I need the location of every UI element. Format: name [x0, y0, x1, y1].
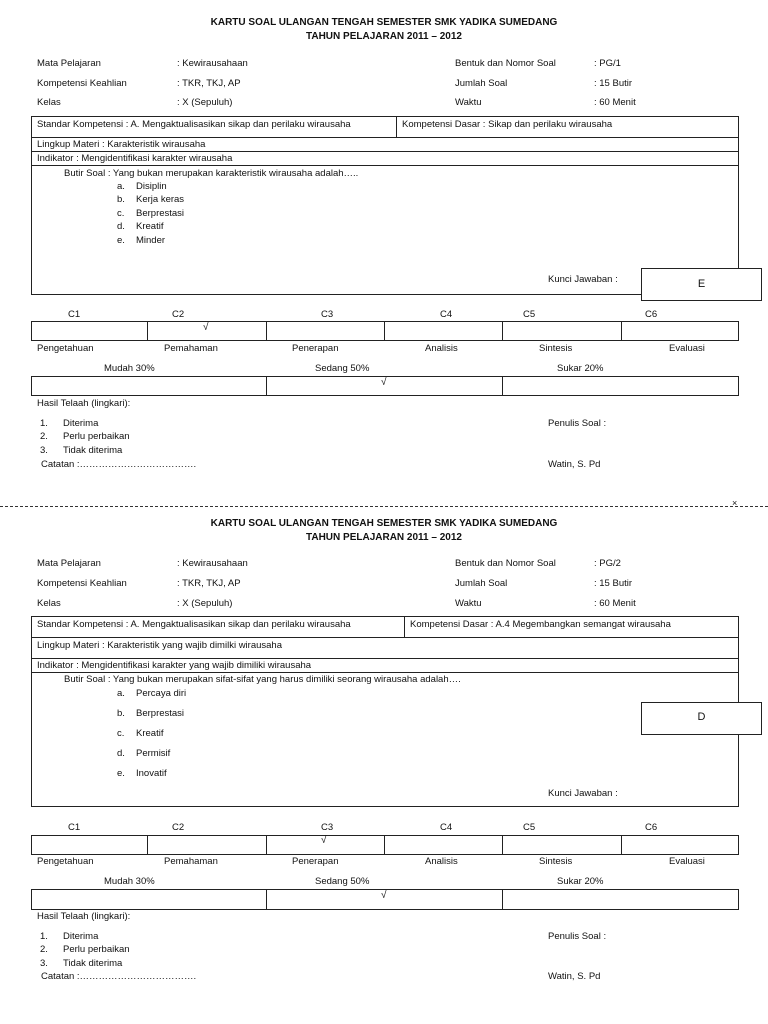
kompetensi-keahlian-label: Kompetensi Keahlian [37, 78, 127, 89]
level-label: C4 [440, 822, 453, 833]
jumlah-label: Jumlah Soal [455, 78, 508, 89]
level-label: C1 [68, 822, 81, 833]
jumlah-value: : 15 Butir [594, 78, 633, 89]
catatan: Catatan :………………………………. [41, 971, 197, 982]
telaah-num: 1. [40, 931, 48, 942]
jumlah-value: : 15 Butir [594, 578, 633, 589]
option-letter: d. [117, 748, 125, 759]
butir-soal: Butir Soal : Yang bukan merupakan karakteristik wirausaha adalah….. [64, 168, 359, 179]
kelas-value: : X (Sepuluh) [177, 97, 233, 108]
difficulty-check-mark: √ [381, 377, 387, 388]
indikator: Indikator : Mengidentifikasi karakter wirausaha [37, 153, 233, 164]
bentuk-label: Bentuk dan Nomor Soal [455, 58, 556, 69]
option-text: Minder [136, 235, 166, 246]
telaah-num: 2. [40, 944, 48, 955]
penulis-soal-label: Penulis Soal : [548, 931, 607, 942]
telaah-option: Diterima [63, 418, 99, 429]
mapel-label: Mata Pelajaran [37, 558, 101, 569]
telaah-num: 2. [40, 431, 48, 442]
level-name: Analisis [425, 856, 458, 867]
hasil-telaah-label: Hasil Telaah (lingkari): [37, 911, 131, 922]
bentuk-label: Bentuk dan Nomor Soal [455, 558, 556, 569]
level-label: C2 [172, 309, 185, 320]
bentuk-value: : PG/2 [594, 558, 621, 569]
level-name: Pemahaman [164, 343, 218, 354]
level-check-mark: √ [203, 322, 209, 333]
level-label: C5 [523, 309, 536, 320]
option-text: Berprestasi [136, 708, 185, 719]
lingkup-materi: Lingkup Materi : Karakteristik yang wajib dimilki wirausaha [37, 640, 282, 651]
level-label: C5 [523, 822, 536, 833]
level-grid [31, 835, 739, 855]
telaah-num: 1. [40, 418, 48, 429]
telaah-option: Tidak diterima [63, 958, 123, 969]
option-text: Kreatif [136, 728, 164, 739]
mapel-value: : Kewirausahaan [177, 58, 248, 69]
jumlah-label: Jumlah Soal [455, 578, 508, 589]
option-text: Kerja keras [136, 194, 185, 205]
difficulty-label: Sedang 50% [315, 363, 370, 374]
level-label: C3 [321, 309, 334, 320]
level-name: Pemahaman [164, 856, 218, 867]
cut-line [0, 506, 768, 507]
option-letter: c. [117, 208, 125, 219]
mapel-label: Mata Pelajaran [37, 58, 101, 69]
difficulty-label: Sukar 20% [557, 363, 604, 374]
penulis-soal-label: Penulis Soal : [548, 418, 607, 429]
indikator: Indikator : Mengidentifikasi karakter yang wajib dimiliki wirausaha [37, 660, 312, 671]
kompetensi-keahlian-label: Kompetensi Keahlian [37, 578, 127, 589]
level-name: Pengetahuan [37, 343, 94, 354]
option-letter: d. [117, 221, 125, 232]
level-name: Evaluasi [669, 343, 705, 354]
kelas-value: : X (Sepuluh) [177, 598, 233, 609]
kompetensi-keahlian-value: : TKR, TKJ, AP [177, 578, 241, 589]
option-letter: a. [117, 688, 125, 699]
telaah-option: Tidak diterima [63, 445, 123, 456]
telaah-num: 3. [40, 445, 48, 456]
option-letter: b. [117, 708, 125, 719]
card-subtitle: TAHUN PELAJARAN 2011 – 2012 [306, 31, 462, 42]
penulis-name: Watin, S. Pd [548, 971, 601, 982]
hasil-telaah-label: Hasil Telaah (lingkari): [37, 398, 131, 409]
standar-kompetensi: Standar Kompetensi : A. Mengaktualisasikan sikap dan perilaku wirausaha [37, 619, 351, 630]
level-name: Sintesis [539, 856, 573, 867]
catatan: Catatan :………………………………. [41, 459, 197, 470]
level-label: C2 [172, 822, 185, 833]
card-subtitle: TAHUN PELAJARAN 2011 – 2012 [306, 532, 462, 543]
waktu-label: Waktu [455, 97, 482, 108]
difficulty-check-mark: √ [381, 890, 387, 901]
option-text: Berprestasi [136, 208, 185, 219]
penulis-name: Watin, S. Pd [548, 459, 601, 470]
kompetensi-dasar: Kompetensi Dasar : Sikap dan perilaku wirausaha [402, 119, 613, 130]
kunci-jawaban-label: Kunci Jawaban : [548, 788, 618, 799]
telaah-option: Diterima [63, 931, 99, 942]
level-name: Analisis [425, 343, 458, 354]
level-name: Evaluasi [669, 856, 705, 867]
difficulty-label: Mudah 30% [104, 876, 155, 887]
option-text: Percaya diri [136, 688, 187, 699]
kunci-jawaban-label: Kunci Jawaban : [548, 274, 618, 285]
level-check-mark: √ [321, 835, 327, 846]
cut-mark: × [732, 498, 738, 508]
option-text: Inovatif [136, 768, 167, 779]
level-grid [31, 321, 739, 341]
option-text: Disiplin [136, 181, 167, 192]
level-label: C1 [68, 309, 81, 320]
option-letter: c. [117, 728, 125, 739]
butir-soal: Butir Soal : Yang bukan merupakan sifat-sifat yang harus dimiliki seorang wirausaha adalah…. [64, 674, 461, 685]
waktu-value: : 60 Menit [594, 598, 636, 609]
option-letter: e. [117, 235, 125, 246]
level-label: C4 [440, 309, 453, 320]
kunci-jawaban-box: D [641, 702, 762, 735]
level-name: Penerapan [292, 343, 339, 354]
level-name: Pengetahuan [37, 856, 94, 867]
waktu-label: Waktu [455, 598, 482, 609]
option-letter: e. [117, 768, 125, 779]
waktu-value: : 60 Menit [594, 97, 636, 108]
kompetensi-keahlian-value: : TKR, TKJ, AP [177, 78, 241, 89]
lingkup-materi: Lingkup Materi : Karakteristik wirausaha [37, 139, 206, 150]
kelas-label: Kelas [37, 598, 61, 609]
standar-kompetensi: Standar Kompetensi : A. Mengaktualisasikan sikap dan perilaku wirausaha [37, 119, 351, 130]
level-name: Penerapan [292, 856, 339, 867]
card-title: KARTU SOAL ULANGAN TENGAH SEMESTER SMK YADIKA SUMEDANG [210, 518, 558, 529]
telaah-option: Perlu perbaikan [63, 944, 130, 955]
option-letter: a. [117, 181, 125, 192]
kunci-jawaban-box: E [641, 268, 762, 301]
level-label: C6 [645, 309, 658, 320]
difficulty-label: Sedang 50% [315, 876, 370, 887]
difficulty-label: Sukar 20% [557, 876, 604, 887]
bentuk-value: : PG/1 [594, 58, 621, 69]
level-name: Sintesis [539, 343, 573, 354]
card-title: KARTU SOAL ULANGAN TENGAH SEMESTER SMK YADIKA SUMEDANG [210, 17, 558, 28]
level-label: C3 [321, 822, 334, 833]
mapel-value: : Kewirausahaan [177, 558, 248, 569]
difficulty-label: Mudah 30% [104, 363, 155, 374]
kelas-label: Kelas [37, 97, 61, 108]
telaah-option: Perlu perbaikan [63, 431, 130, 442]
option-letter: b. [117, 194, 125, 205]
option-text: Kreatif [136, 221, 164, 232]
telaah-num: 3. [40, 958, 48, 969]
level-label: C6 [645, 822, 658, 833]
option-text: Permisif [136, 748, 171, 759]
kompetensi-dasar: Kompetensi Dasar : A.4 Megembangkan semangat wirausaha [410, 619, 671, 630]
